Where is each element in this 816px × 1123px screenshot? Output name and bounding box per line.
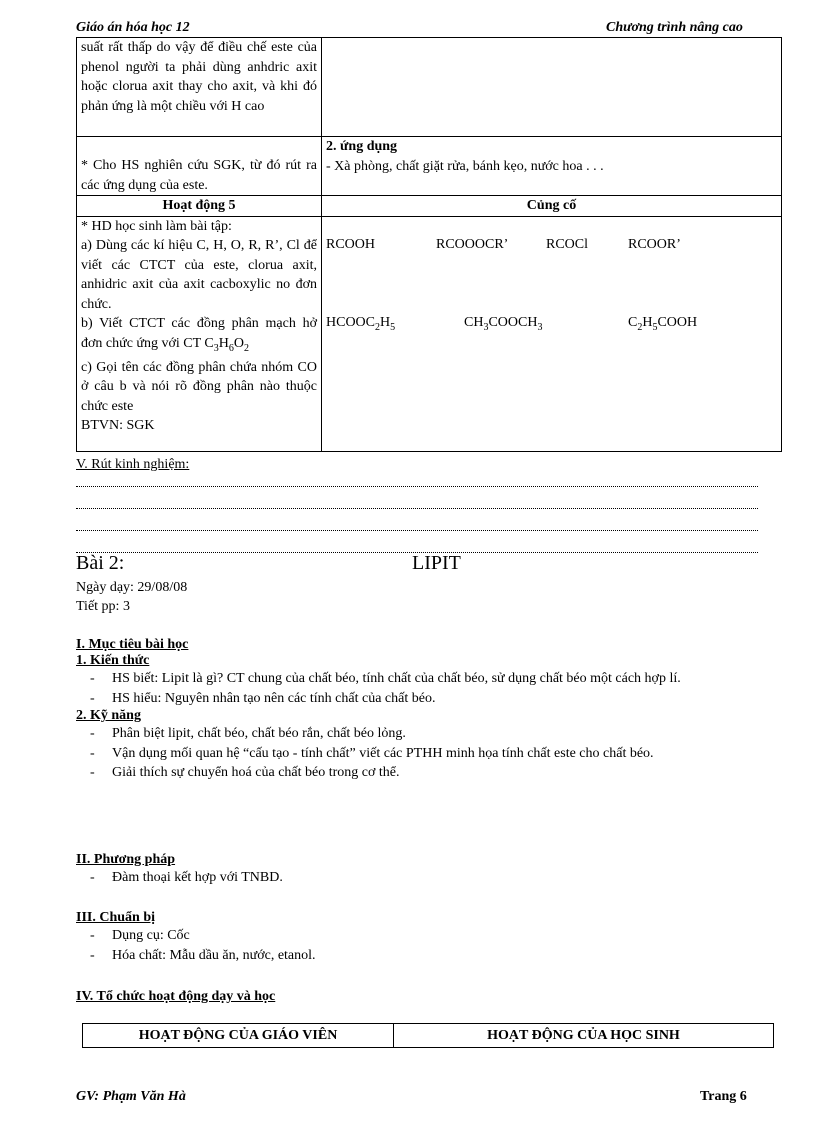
list-item: - Dụng cụ: Cốc [76,926,778,946]
formula: $CH_3COOCH_3$ [464,314,543,333]
exercise-b: b) Viết CTCT các đồng phân mạch hở đơn chức ứng với CT $C_3H_6O_2$ [81,316,317,354]
activity-header: Hoạt động 5 [77,196,322,217]
dotted-line [76,472,758,487]
header-right: Chương trình nâng cao [606,20,743,35]
knowledge-title: 1. Kiến thức [76,653,150,668]
table-row [77,137,782,196]
lesson-period: Tiết pp: 3 [76,599,130,614]
lesson-table-continued [76,37,782,452]
formula: RCOOH [326,236,376,252]
exercise-a: a) Dùng các kí hiệu C, H, O, R, R’, Cl để viết các CTCT của este, clorua axit, anhidric axit của axit cacboxylic no đơn chức. [81,238,317,312]
activities-table [82,1023,774,1048]
dotted-line [76,538,758,553]
table-row [83,1024,774,1048]
experience-title: V. Rút kinh nghiệm: [76,457,190,472]
prep-title: III. Chuẩn bị [76,910,155,925]
homework: BTVN: SGK [81,418,155,434]
table-row [77,38,782,137]
row2-left-text: * Cho HS nghiên cứu SGK, từ đó rút ra các ứng dụng của este. [81,158,317,193]
list-item: - HS hiểu: Nguyên nhân tạo nên các tính chất của chất béo. [76,689,778,709]
row1-left-text: suất rất thấp do vậy để điều chế este của phenol người ta phải dùng anhdric axit hoặc clorua axit thay cho axit, và khi đó phản ứng là một chiều với H cao [81,40,317,114]
knowledge-list [76,669,778,708]
lesson-title: LIPIT [412,552,461,574]
list-item: - Hóa chất: Mẫu dầu ăn, nước, etanol. [76,946,778,966]
list-item: - Vận dụng mối quan hệ “cấu tạo - tính chất” viết các PTHH minh họa tính chất este cho chất béo. [76,744,778,764]
formula: RCOCl [546,236,589,252]
lesson-number: Bài 2: [76,552,125,574]
dotted-line [76,516,758,531]
table-cell [322,216,782,451]
table-cell [77,216,322,451]
objectives-section [76,637,778,783]
lesson-date: Ngày dạy: 29/08/08 [76,580,188,595]
table-cell [77,38,322,137]
table-row [77,216,782,451]
list-item: - Phân biệt lipit, chất béo, chất béo rắn, chất béo lỏng. [76,724,778,744]
footer-page: Trang 6 [700,1089,747,1104]
experience-lines [76,472,758,560]
exercise-intro: * HD học sinh làm bài tập: [81,218,232,234]
method-section [76,852,778,888]
exercise-c: c) Gọi tên các đồng phân chứa nhóm CO ở câu b và nói rõ đồng phân nào thuộc chức este [81,359,317,414]
formula: $HCOOC_2H_5$ [326,314,396,333]
skills-title: 2. Kỹ năng [76,708,141,723]
prep-section [76,910,778,965]
footer-author: GV: Phạm Văn Hà [76,1089,186,1104]
objectives-title: I. Mục tiêu bài học [76,637,189,652]
list-item: - HS biết: Lipit là gì? CT chung của chất béo, tính chất của chất béo, sử dụng chất béo một cách hợp lí. [76,669,778,689]
teacher-column-header: HOẠT ĐỘNG CỦA GIÁO VIÊN [83,1024,394,1048]
application-title: 2. ứng dụng [326,139,398,154]
prep-list [76,926,778,965]
table-cell [322,38,782,137]
dotted-line [76,494,758,509]
organize-title: IV. Tổ chức hoạt động dạy và học [76,989,276,1004]
table-cell [322,137,782,196]
student-column-header: HOẠT ĐỘNG CỦA HỌC SINH [394,1024,774,1048]
formula: RCOOR’ [628,236,681,252]
header-left: Giáo án hóa học 12 [76,20,190,35]
table-cell [77,137,322,196]
method-list [76,868,778,888]
formula: $C_2H_5COOH$ [628,314,698,333]
consolidation-header: Củng cố [322,196,782,217]
list-item: - Đàm thoại kết hợp với TNBD. [76,868,778,888]
table-row [77,196,782,217]
formula: RCOOOCR’ [436,236,509,252]
list-item: - Giải thích sự chuyển hoá của chất béo trong cơ thể. [76,763,778,783]
method-title: II. Phương pháp [76,852,176,867]
skills-list [76,724,778,783]
application-text: - Xà phòng, chất giặt rửa, bánh kẹo, nước hoa . . . [326,158,604,174]
